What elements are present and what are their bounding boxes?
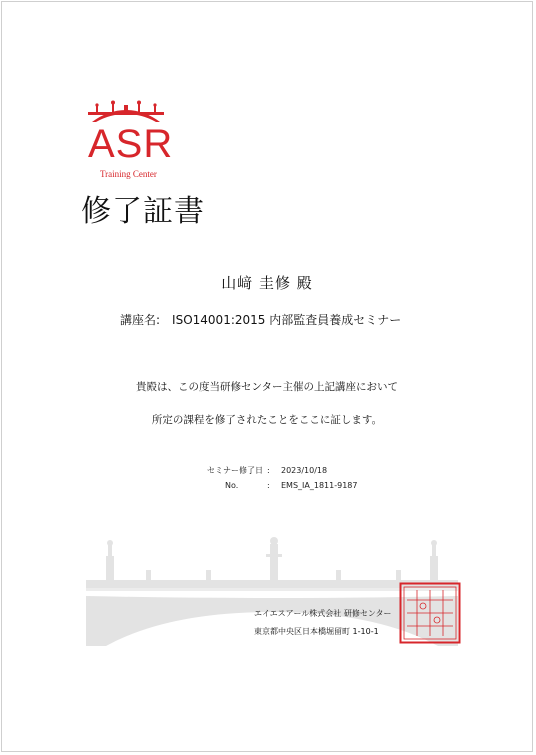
recipient-name: 山﨑 圭修 殿 <box>221 274 313 292</box>
completion-date-value: 2023/10/18 <box>281 466 328 475</box>
completion-date-row <box>207 463 357 478</box>
certificate-title: 修了証書 <box>81 194 205 229</box>
bridge-logo-icon <box>88 100 168 122</box>
course-name: ISO14001:2015 内部監査員養成セミナー <box>172 313 402 327</box>
issuer-company: エイエスアール株式会社 研修センター <box>254 609 392 618</box>
course-line <box>120 311 401 328</box>
certificate-number-label: No. <box>225 481 239 490</box>
company-seal-icon <box>399 582 461 648</box>
certificate-number-row <box>207 478 357 493</box>
certificate-number-separator: : <box>267 481 270 490</box>
issuer-block <box>254 605 392 641</box>
certificate-page <box>1 1 533 752</box>
issuer-address: 東京都中央区日本橋堀留町 1-10-1 <box>254 627 379 636</box>
brand-subtitle: Training Center <box>100 169 157 179</box>
completion-date-separator: : <box>267 466 270 475</box>
certificate-body-line-1: 貴殿は、この度当研修センター主催の上記講座において <box>135 381 399 393</box>
certificate-details <box>207 463 357 493</box>
course-label: 講座名: <box>120 313 161 327</box>
certificate-number-value: EMS_IA_1811-9187 <box>281 481 358 490</box>
certificate-body-line-2: 所定の課程を修了されたことをここに証します。 <box>151 414 383 426</box>
brand-logo-text: ASR <box>88 122 174 166</box>
completion-date-label: セミナー修了日 <box>207 466 263 475</box>
